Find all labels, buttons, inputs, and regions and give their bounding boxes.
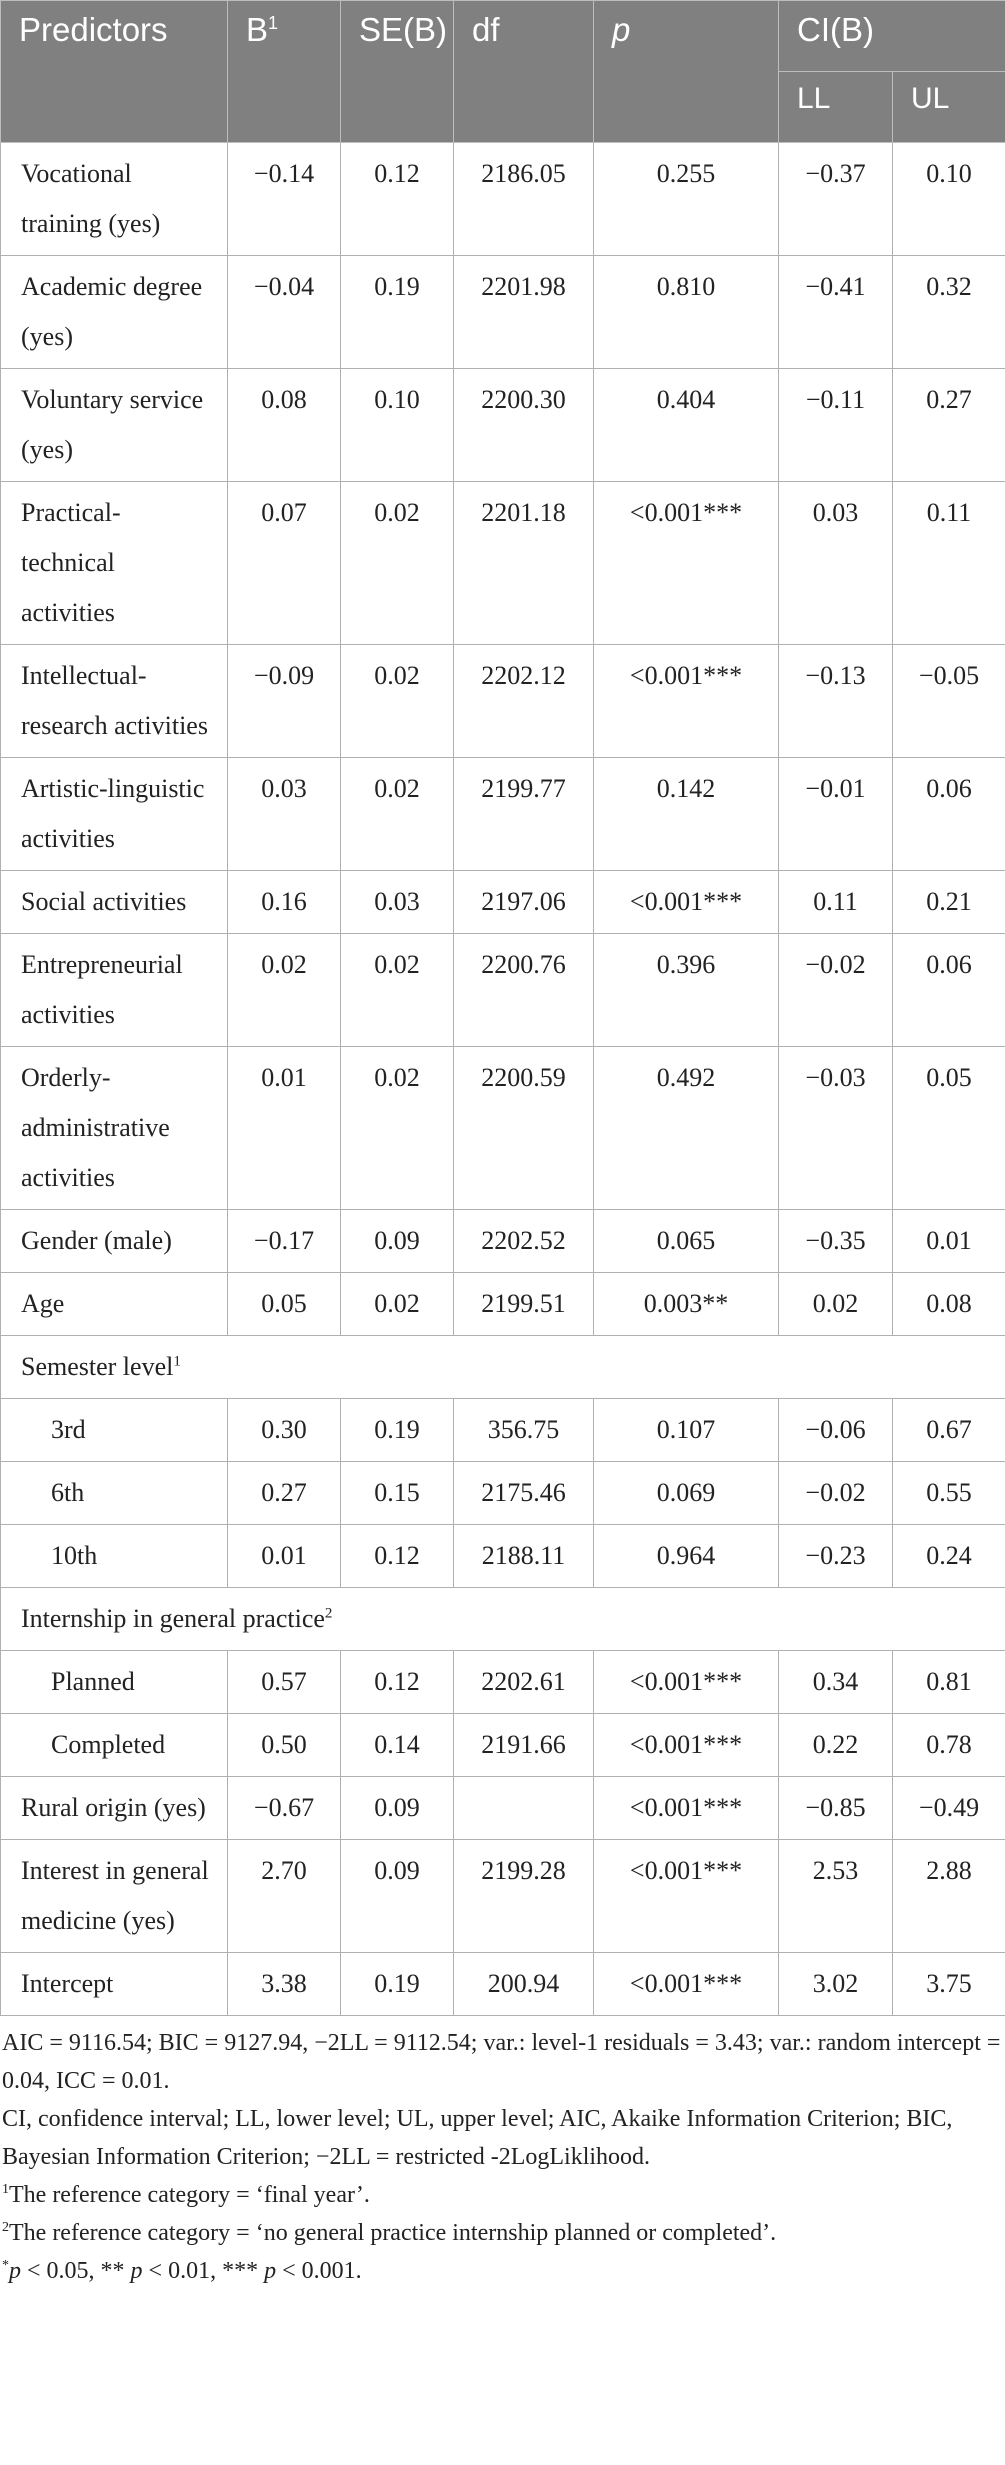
cell-p: <0.001*** [594,871,779,934]
cell-b: 0.57 [228,1651,341,1714]
cell-df: 2202.61 [454,1651,594,1714]
header-se [341,1,454,143]
cell-ll: −0.11 [779,369,893,482]
cell-ul: 0.06 [893,934,1005,1047]
cell-df: 2200.76 [454,934,594,1047]
cell-p: <0.001*** [594,1953,779,2016]
table-row [1,1210,1005,1273]
cell-p: <0.001*** [594,1651,779,1714]
cell-p: <0.001*** [594,645,779,758]
cell-df: 2197.06 [454,871,594,934]
cell-ll: −0.03 [779,1047,893,1210]
cell-ul: 0.01 [893,1210,1005,1273]
cell-ul: 0.24 [893,1525,1005,1588]
cell-b: −0.17 [228,1210,341,1273]
cell-ul: 0.11 [893,482,1005,645]
note-sig-t1: < 0.05, ** [21,2258,131,2284]
cell-df: 2200.30 [454,369,594,482]
group-heading-footnote: 1 [173,1353,181,1370]
cell-b: 0.16 [228,871,341,934]
cell-b: 0.01 [228,1047,341,1210]
group-row [1,1588,1005,1651]
cell-predictor: Completed [1,1714,228,1777]
header-df [454,1,594,143]
cell-b: −0.09 [228,645,341,758]
note-sig-p3: p [264,2258,277,2284]
cell-b: 3.38 [228,1953,341,2016]
table-row [1,1953,1005,2016]
cell-ul: −0.05 [893,645,1005,758]
cell-p: 0.107 [594,1399,779,1462]
table-row [1,1525,1005,1588]
cell-ul: 0.06 [893,758,1005,871]
cell-ul: 0.55 [893,1462,1005,1525]
cell-df: 2199.51 [454,1273,594,1336]
cell-df: 2201.18 [454,482,594,645]
group-heading-footnote: 2 [324,1605,333,1622]
cell-se: 0.02 [341,482,454,645]
cell-ul: 0.08 [893,1273,1005,1336]
group-row [1,1336,1005,1399]
cell-df: 2186.05 [454,143,594,256]
cell-p: <0.001*** [594,482,779,645]
note-sig-t2: < 0.01, *** [142,2258,265,2284]
cell-se: 0.14 [341,1714,454,1777]
cell-se: 0.02 [341,758,454,871]
cell-p: 0.396 [594,934,779,1047]
cell-b: 0.02 [228,934,341,1047]
cell-ll: −0.06 [779,1399,893,1462]
cell-ul: 0.78 [893,1714,1005,1777]
group-heading [1,1336,1005,1399]
cell-p: 0.492 [594,1047,779,1210]
table-row [1,1273,1005,1336]
cell-se: 0.19 [341,1953,454,2016]
cell-df: 2199.28 [454,1840,594,1953]
group-heading-label: Internship in general practice [21,1604,325,1633]
cell-se: 0.02 [341,1273,454,1336]
table-notes [0,2016,1005,2290]
cell-se: 0.10 [341,369,454,482]
cell-p: <0.001*** [594,1840,779,1953]
cell-df: 2200.59 [454,1047,594,1210]
table-row [1,369,1005,482]
cell-df: 356.75 [454,1399,594,1462]
table-row [1,1462,1005,1525]
cell-ll: 0.02 [779,1273,893,1336]
cell-df: 2188.11 [454,1525,594,1588]
cell-b: 0.05 [228,1273,341,1336]
note-reference-2-text: The reference category = ‘no general practice internship planned or completed’. [9,2220,777,2246]
cell-se: 0.02 [341,934,454,1047]
cell-ul: 2.88 [893,1840,1005,1953]
cell-predictor: Intercept [1,1953,228,2016]
table-header [1,1,1005,143]
table-row [1,645,1005,758]
cell-se: 0.09 [341,1777,454,1840]
table-row [1,934,1005,1047]
cell-b: −0.04 [228,256,341,369]
cell-b: 0.03 [228,758,341,871]
cell-ul: 0.67 [893,1399,1005,1462]
cell-b: −0.14 [228,143,341,256]
header-predictors [1,1,228,143]
cell-predictor: Academic degree (yes) [1,256,228,369]
cell-p: 0.255 [594,143,779,256]
cell-ul: 0.10 [893,143,1005,256]
cell-b: −0.67 [228,1777,341,1840]
note-reference-2-mark: 2 [2,2220,9,2235]
note-reference-2 [2,2214,1005,2252]
cell-se: 0.09 [341,1840,454,1953]
cell-ll: −0.85 [779,1777,893,1840]
table-row [1,1840,1005,1953]
group-heading [1,1588,1005,1651]
cell-ul: 3.75 [893,1953,1005,2016]
cell-b: 0.50 [228,1714,341,1777]
cell-predictor: Intellectual-research activities [1,645,228,758]
cell-ll: 0.11 [779,871,893,934]
cell-ll: −0.13 [779,645,893,758]
cell-se: 0.12 [341,1525,454,1588]
cell-p: 0.069 [594,1462,779,1525]
cell-ll: −0.02 [779,934,893,1047]
cell-ul: 0.05 [893,1047,1005,1210]
cell-b: 0.08 [228,369,341,482]
note-sig-p2: p [130,2258,143,2284]
table-row [1,1777,1005,1840]
header-predictors-label: Predictors [19,11,168,48]
header-p-label: p [612,11,631,48]
cell-predictor: Interest in general medicine (yes) [1,1840,228,1953]
cell-ul: 0.32 [893,256,1005,369]
cell-ll: −0.41 [779,256,893,369]
header-b-footnote: 1 [268,13,279,33]
header-ll [779,72,893,143]
cell-se: 0.03 [341,871,454,934]
cell-predictor: Orderly-administrative activities [1,1047,228,1210]
header-df-label: df [472,11,500,48]
header-se-label: SE(B) [359,11,448,48]
cell-b: 2.70 [228,1840,341,1953]
cell-se: 0.09 [341,1210,454,1273]
cell-p: 0.065 [594,1210,779,1273]
cell-predictor: Entrepreneurial activities [1,934,228,1047]
note-sig-t3: < 0.001. [276,2258,362,2284]
note-reference-1-text: The reference category = ‘final year’. [9,2182,370,2208]
cell-df: 2199.77 [454,758,594,871]
cell-se: 0.02 [341,645,454,758]
group-heading-label: Semester level [21,1352,174,1381]
header-ul-label: UL [911,82,950,115]
cell-predictor: 3rd [1,1399,228,1462]
cell-predictor: Planned [1,1651,228,1714]
cell-b: 0.07 [228,482,341,645]
cell-ll: 0.34 [779,1651,893,1714]
header-ci [779,1,1005,72]
note-reference-1 [2,2176,1005,2214]
cell-predictor: Social activities [1,871,228,934]
note-abbreviations: CI, confidence interval; LL, lower level; UL, upper level; AIC, Akaike Information Criterion; BIC, Bayesian Information Criterion; −2LL = restricted -2LogLiklihood. [2,2106,953,2170]
cell-df: 2175.46 [454,1462,594,1525]
cell-predictor: 6th [1,1462,228,1525]
cell-predictor: Rural origin (yes) [1,1777,228,1840]
cell-ll: −0.02 [779,1462,893,1525]
note-sig-p1: p [9,2258,21,2284]
cell-predictor: Artistic-linguistic activities [1,758,228,871]
cell-ll: −0.35 [779,1210,893,1273]
note-model-fit: AIC = 9116.54; BIC = 9127.94, −2LL = 9112.54; var.: level-1 residuals = 3.43; var.: random intercept = 0.04, ICC = 0.01. [2,2030,1001,2094]
cell-predictor: Practical-technical activities [1,482,228,645]
cell-ll: 2.53 [779,1840,893,1953]
header-ci-label: CI(B) [797,11,874,48]
cell-predictor: Age [1,1273,228,1336]
cell-df: 2202.52 [454,1210,594,1273]
table-row [1,1651,1005,1714]
cell-predictor: Vocational training (yes) [1,143,228,256]
cell-se: 0.19 [341,1399,454,1462]
cell-ll: −0.37 [779,143,893,256]
cell-b: 0.30 [228,1399,341,1462]
cell-ul: 0.27 [893,369,1005,482]
cell-p: 0.003** [594,1273,779,1336]
cell-ll: 0.03 [779,482,893,645]
cell-ul: 0.81 [893,1651,1005,1714]
table-row [1,1047,1005,1210]
cell-ll: 3.02 [779,1953,893,2016]
header-ul [893,72,1005,143]
cell-ul: 0.21 [893,871,1005,934]
table-row [1,1399,1005,1462]
cell-se: 0.12 [341,1651,454,1714]
cell-df: 2201.98 [454,256,594,369]
header-ll-label: LL [797,82,831,115]
cell-se: 0.19 [341,256,454,369]
cell-ll: 0.22 [779,1714,893,1777]
cell-ul: −0.49 [893,1777,1005,1840]
cell-b: 0.01 [228,1525,341,1588]
cell-predictor: Gender (male) [1,1210,228,1273]
cell-ll: −0.23 [779,1525,893,1588]
header-b [228,1,341,143]
cell-se: 0.12 [341,143,454,256]
cell-df: 2191.66 [454,1714,594,1777]
cell-df: 200.94 [454,1953,594,2016]
cell-ll: −0.01 [779,758,893,871]
table-row [1,1714,1005,1777]
cell-p: 0.964 [594,1525,779,1588]
note-reference-1-mark: 1 [2,2182,9,2197]
cell-p: 0.142 [594,758,779,871]
cell-se: 0.15 [341,1462,454,1525]
cell-predictor: 10th [1,1525,228,1588]
cell-b: 0.27 [228,1462,341,1525]
table-row [1,256,1005,369]
table-body [1,143,1005,2016]
cell-df: 2202.12 [454,645,594,758]
table-row [1,482,1005,645]
note-significance-star: * [2,2258,9,2273]
cell-p: 0.810 [594,256,779,369]
cell-df [454,1777,594,1840]
cell-p: 0.404 [594,369,779,482]
note-significance [2,2252,1005,2290]
cell-p: <0.001*** [594,1714,779,1777]
table-row [1,871,1005,934]
cell-p: <0.001*** [594,1777,779,1840]
header-b-label: B [246,11,269,48]
cell-se: 0.02 [341,1047,454,1210]
table-row [1,143,1005,256]
cell-predictor: Voluntary service (yes) [1,369,228,482]
table-row [1,758,1005,871]
header-p [594,1,779,143]
